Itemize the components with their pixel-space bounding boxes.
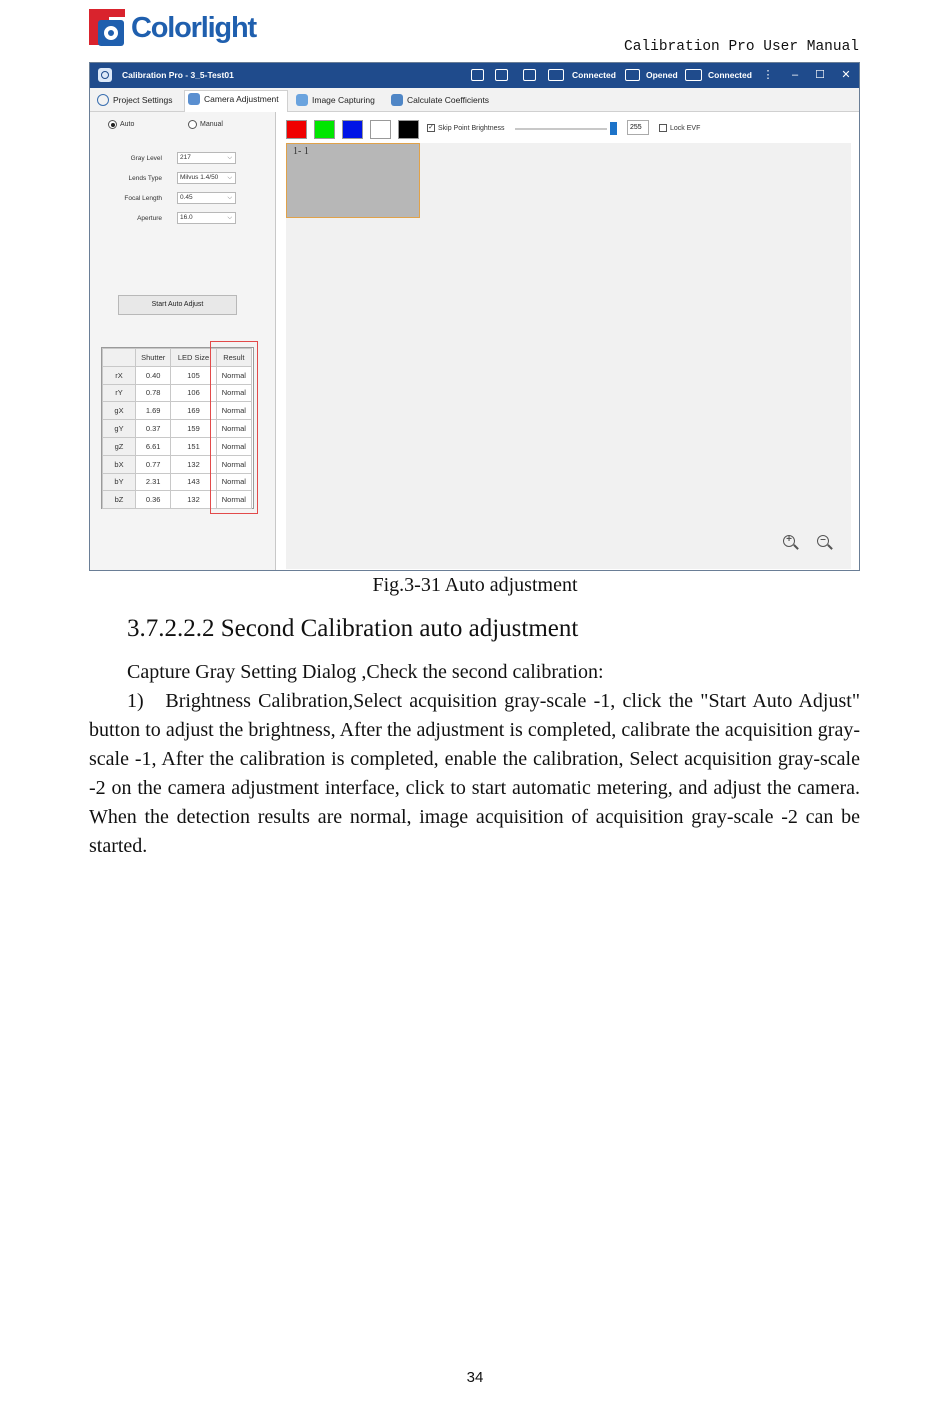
table-header-led-size: LED Size [171,349,216,367]
chevron-down-icon: ⌵ [227,195,232,201]
zoom-in-icon[interactable]: + [783,535,799,551]
network-icon[interactable] [685,69,702,81]
tab-label: Calculate Coefficients [407,95,490,105]
focal-length-label: Focal Length [124,195,162,202]
minimize-button[interactable]: – [791,69,799,81]
tab-camera-adjustment[interactable] [184,90,288,112]
page-number: 34 [466,1369,484,1386]
shutter-cell: 2.31 [136,473,171,491]
radio-dot [108,120,117,129]
close-button[interactable]: ✕ [841,69,851,81]
tab-project-settings[interactable] [94,92,173,112]
result-cell: Normal [216,455,251,473]
document-title: Calibration Pro User Manual [624,39,859,55]
more-icon[interactable]: ⋮ [762,69,774,81]
shutter-cell: 1.69 [136,402,171,420]
gray-level-select[interactable] [177,152,236,164]
aperture-value: 16.0 [180,214,193,221]
result-column-highlight [210,341,258,514]
shutter-cell: 0.40 [136,366,171,384]
result-cell: Normal [216,420,251,438]
lens-type-value: Milvus 1.4/50 [180,174,219,181]
tab-calculate-coefficients[interactable] [388,92,489,112]
row-header: gY [103,420,136,438]
table-header-corner [103,349,136,367]
logo-text: Colorlight [131,11,256,44]
result-cell: Normal [216,473,251,491]
network-status: Connected [708,70,752,80]
row-header: rX [103,366,136,384]
row-header: bY [103,473,136,491]
blue-swatch[interactable] [342,120,363,139]
zoom-out-icon[interactable]: – [817,535,833,551]
image-icon[interactable] [625,69,640,81]
camera-icon[interactable] [548,69,564,81]
result-cell: Normal [216,384,251,402]
result-cell: Normal [216,402,251,420]
capture-canvas[interactable] [286,143,851,569]
radio-dot [188,120,197,129]
row-header: bZ [103,491,136,509]
lock-evf-label: Lock EVF [670,125,701,132]
tab-label: Project Settings [113,95,173,105]
new-file-icon[interactable] [471,69,484,81]
auto-radio[interactable] [108,120,134,130]
auto-label: Auto [120,121,135,128]
paragraph: Capture Gray Setting Dialog ,Check the second calibration: [127,661,604,683]
tab-label: Image Capturing [312,95,375,105]
result-cell: Normal [216,491,251,509]
result-cell: Normal [216,437,251,455]
chevron-down-icon: ⌵ [227,155,232,161]
shutter-cell: 0.77 [136,455,171,473]
lens-type-select[interactable] [177,172,236,184]
aperture-select[interactable] [177,212,236,224]
calculator-icon [391,94,403,106]
row-header: rY [103,384,136,402]
cell-label: 1- 1 [293,146,309,157]
led-size-cell: 169 [171,402,216,420]
led-size-cell: 159 [171,420,216,438]
chevron-down-icon: ⌵ [227,215,232,221]
open-folder-icon[interactable] [495,69,508,81]
capture-cell[interactable] [286,143,420,218]
brightness-slider-handle[interactable] [610,122,617,135]
figure-caption: Fig.3-31 Auto adjustment [372,574,578,596]
start-auto-adjust-button[interactable]: Start Auto Adjust [118,295,237,315]
shutter-cell: 6.61 [136,437,171,455]
image-status: Opened [646,70,678,80]
chevron-down-icon: ⌵ [227,175,232,181]
focal-length-select[interactable] [177,192,236,204]
white-swatch[interactable] [370,120,391,139]
title-bar [90,63,859,88]
lock-evf-checkbox[interactable] [659,124,700,133]
led-size-cell: 132 [171,455,216,473]
brightness-input[interactable]: 255 [627,120,649,135]
camera-status: Connected [572,70,616,80]
checkbox-box: ✓ [428,124,434,131]
colorlight-logo [89,8,256,48]
manual-radio[interactable] [188,120,223,130]
gear-icon [97,94,109,106]
table-header-shutter: Shutter [136,349,171,367]
led-size-cell: 151 [171,437,216,455]
camera-adjust-icon [188,93,200,105]
section-heading: 3.7.2.2.2 Second Calibration auto adjustment [127,615,579,642]
checkbox-box [659,124,667,132]
manual-label: Manual [200,121,223,128]
black-swatch[interactable] [398,120,419,139]
gray-level-label: Gray Level [130,155,162,162]
led-size-cell: 132 [171,491,216,509]
capture-preview-panel [277,112,860,571]
result-cell: Normal [216,366,251,384]
row-header: gZ [103,437,136,455]
gray-level-value: 217 [180,154,191,161]
row-header: gX [103,402,136,420]
lens-type-label: Lends Type [128,175,162,182]
focal-length-value: 0.45 [180,194,193,201]
led-size-cell: 106 [171,384,216,402]
row-header: bX [103,455,136,473]
paragraph: 1) Brightness Calibration,Select acquisition gray-scale -1, click the "Start Auto Adjust" button to adjust the brightness, After the adjustment is completed, calibrate the acquisition gray-scale -1, After the calibration is completed, enable the calibration, Select acquisition gray-scale -2 on the camera adjustment interface, click to start automatic metering, and adjust the camera. When the detection results are normal, image acquisition of acquisition gray-scale -2 can be started. [89,690,860,857]
shutter-cell: 0.78 [136,384,171,402]
app-window-screenshot [89,62,860,571]
logo-mark-icon [89,8,129,48]
brightness-slider[interactable] [515,128,607,130]
camera-settings-panel [90,112,276,571]
skip-point-brightness-checkbox[interactable] [427,124,505,133]
tab-label: Camera Adjustment [204,94,279,104]
skip-point-label: Skip Point Brightness [438,125,505,132]
led-size-cell: 143 [171,473,216,491]
table-header-result: Result [216,349,251,367]
shutter-cell: 0.36 [136,491,171,509]
maximize-button[interactable]: ☐ [815,69,825,81]
red-swatch[interactable] [286,120,307,139]
green-swatch[interactable] [314,120,335,139]
app-icon [98,68,112,82]
aperture-label: Aperture [137,215,162,222]
tab-image-capturing[interactable] [293,92,375,112]
shutter-cell: 0.37 [136,420,171,438]
save-icon[interactable] [523,69,536,81]
window-title: Calibration Pro - 3_5-Test01 [122,70,234,80]
led-size-cell: 105 [171,366,216,384]
picture-icon [296,94,308,106]
tab-bar [90,88,859,112]
